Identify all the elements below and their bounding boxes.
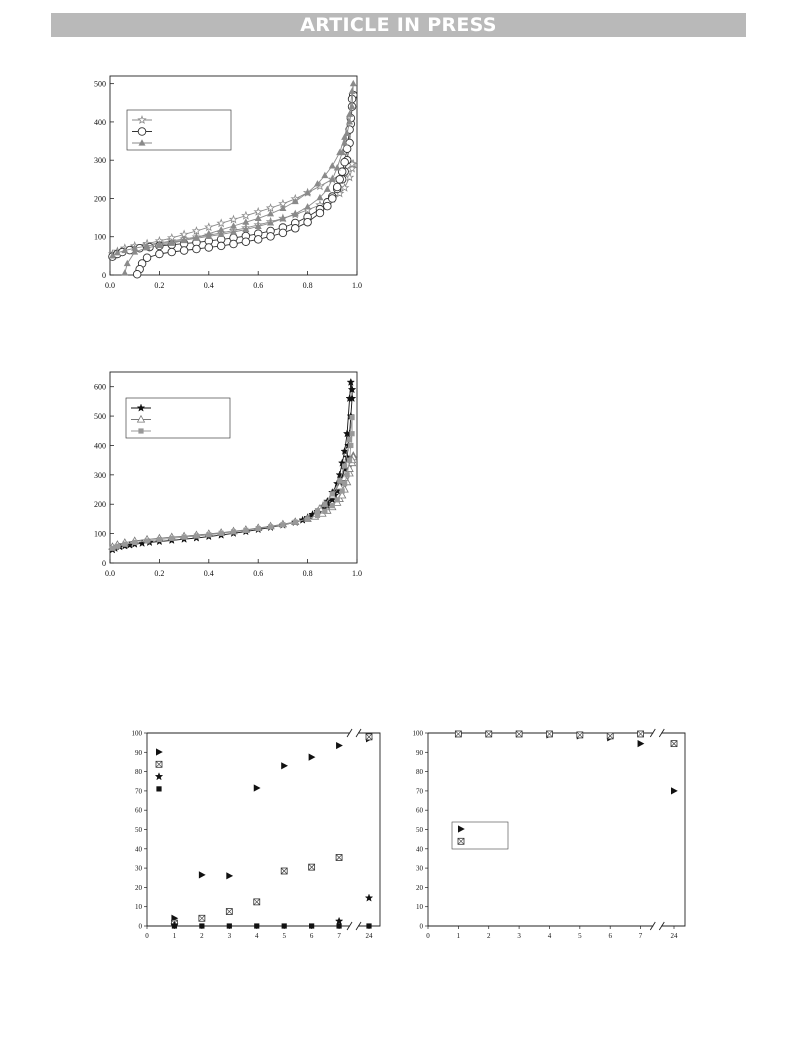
- selectivity-xtick-label: 3: [517, 932, 521, 940]
- conversion-legend-marker-1: [156, 761, 162, 767]
- conversion-point-s1: [366, 734, 372, 740]
- conversion-xtick-label: 1: [172, 932, 177, 940]
- selectivity-point-s1: [455, 731, 461, 737]
- isotherm-2-point-s2-shape: [268, 524, 273, 529]
- isotherm-1-point-s1: [324, 202, 332, 210]
- isotherm-2-point-s2-shape: [144, 538, 149, 543]
- isotherm-2-point-s2-shape: [256, 526, 261, 531]
- isotherm-2-point-s2-shape: [340, 488, 345, 493]
- isotherm-2-point-s2-shape: [322, 502, 327, 507]
- conversion-ytick-label: 60: [135, 806, 142, 815]
- selectivity-point-s0: [638, 740, 645, 747]
- article-in-press-banner: ARTICLE IN PRESS: [51, 13, 746, 37]
- conversion-legend-marker-0: [156, 748, 163, 755]
- conversion-point-s3-shape: [309, 923, 314, 928]
- isotherm-1-point-s1-shape: [291, 225, 299, 233]
- isotherm-2-point-s2: [347, 458, 352, 463]
- selectivity-axis-break-icon: [650, 729, 664, 737]
- isotherm-1-point-s1-shape: [304, 218, 312, 226]
- isotherm-2-point-s2-shape: [132, 540, 137, 545]
- conversion-point-s3-shape: [366, 923, 371, 928]
- isotherm-1-point-s1: [156, 250, 164, 258]
- isotherm-2-legend-marker-2: [138, 428, 143, 433]
- isotherm-1-point-s1: [217, 242, 225, 250]
- conversion-frame: [147, 733, 380, 926]
- isotherm-1-point-s1-shape: [279, 229, 287, 237]
- isotherm-1-point-s1: [254, 236, 262, 244]
- isotherm-2-point-s2-shape: [347, 458, 352, 463]
- isotherm-1-point-s0-shape: [230, 216, 237, 223]
- isotherm-1-xtick-label: 0.2: [154, 281, 165, 290]
- isotherm-1-point-s2-shape: [124, 260, 131, 266]
- isotherm-1-point-s2: [349, 88, 356, 94]
- isotherm-1-point-s1: [329, 195, 337, 203]
- conversion-point-s0-shape: [309, 754, 316, 761]
- isotherm-1-point-s0-shape: [205, 223, 212, 230]
- conversion-point-s0-shape: [226, 872, 233, 879]
- isotherm-1-point-s0-shape: [193, 227, 200, 234]
- isotherm-2-point-s2-shape: [342, 463, 347, 468]
- conversion-ytick-label: 100: [131, 729, 142, 738]
- isotherm-1-point-s2: [304, 203, 311, 209]
- isotherm-2-point-s2-shape: [345, 472, 350, 477]
- isotherm-2-point-s2: [348, 443, 353, 448]
- isotherm-2-point-s2: [280, 522, 285, 527]
- isotherm-1-xtick-label: 0.0: [105, 281, 115, 290]
- isotherm-2-point-s2-shape: [342, 481, 347, 486]
- isotherm-2-point-s2: [315, 513, 320, 518]
- conversion-legend-marker-3: [156, 786, 161, 791]
- conversion-point-s2: [365, 894, 372, 901]
- isotherm-1-point-s1-shape: [133, 270, 141, 278]
- isotherm-2-ytick-label: 500: [94, 412, 106, 422]
- selectivity-xtick-label: 7: [638, 932, 643, 940]
- conversion-point-s1: [309, 864, 315, 870]
- isotherm-1-point-s1: [316, 209, 324, 217]
- conversion-point-s0: [226, 872, 233, 879]
- isotherm-2-point-s2: [345, 472, 350, 477]
- isotherm-2-point-s2-shape: [330, 503, 335, 508]
- conversion-xtick-label: 2: [200, 932, 204, 940]
- isotherm-2-point-s2-shape: [347, 437, 352, 442]
- conversion-ytick-label: 40: [135, 845, 142, 854]
- conversion-point-s1: [281, 868, 287, 874]
- conversion-xtick-label: 5: [282, 932, 286, 940]
- conversion-axis-break-icon: [347, 729, 361, 737]
- isotherm-1-point-s2-shape: [349, 88, 356, 94]
- isotherm-1-point-s1: [242, 238, 250, 246]
- isotherm-2-point-s2-shape: [293, 520, 298, 525]
- isotherm-1-point-s1: [193, 245, 201, 253]
- conversion-xtick-label: 3: [227, 932, 232, 940]
- conversion-point-s0: [199, 871, 206, 878]
- isotherm-1-point-s1: [291, 225, 299, 233]
- conversion-point-s3: [366, 923, 371, 928]
- isotherm-1-point-s1-shape: [254, 236, 262, 244]
- isotherm-1-point-s1-shape: [180, 247, 188, 255]
- selectivity-point-s1: [486, 731, 492, 737]
- conversion-ytick-label: 70: [135, 787, 142, 796]
- conversion-point-s1: [254, 899, 260, 905]
- isotherm-1-point-s2: [324, 185, 331, 191]
- isotherm-1-point-s2: [121, 269, 128, 275]
- isotherm-1-point-s0-shape: [341, 184, 348, 191]
- isotherm-1-point-s1: [304, 218, 312, 226]
- conversion-point-s0-shape: [254, 784, 261, 791]
- isotherm-1-point-s2: [124, 260, 131, 266]
- conversion-ytick-label: 50: [135, 826, 142, 834]
- isotherm-2-point-s2-shape: [315, 513, 320, 518]
- isotherm-2-point-s2-shape: [110, 546, 115, 551]
- isotherm-2-point-s2: [122, 542, 127, 547]
- conversion-point-s2-shape: [365, 894, 372, 901]
- isotherm-1-point-s1-shape: [230, 240, 238, 248]
- isotherm-2-point-s2: [157, 537, 162, 542]
- isotherm-2-xtick-label: 0.6: [253, 569, 264, 578]
- conversion-legend-marker-2-shape: [155, 773, 162, 780]
- conversion-point-s0: [254, 784, 261, 791]
- isotherm-2-point-s2-shape: [322, 509, 327, 514]
- isotherm-2-point-s2-shape: [182, 535, 187, 540]
- isotherm-2-point-s2: [219, 531, 224, 536]
- conversion-ytick-label: 0: [138, 922, 142, 931]
- conversion-point-s3: [199, 923, 204, 928]
- isotherm-2-point-s2-shape: [349, 415, 354, 420]
- isotherm-2-point-s2: [194, 533, 199, 538]
- isotherm-1-point-s1: [343, 145, 351, 153]
- conversion-point-s3: [227, 923, 232, 928]
- selectivity-xtick-label: 4: [547, 932, 552, 940]
- isotherm-1-point-s2: [350, 80, 357, 86]
- selectivity-xtick-label: 5: [578, 932, 582, 940]
- isotherm-2-point-s2-shape: [169, 536, 174, 541]
- isotherm-1-ytick-label: 0: [102, 271, 106, 280]
- isotherm-1-point-s1-shape: [324, 202, 332, 210]
- isotherm-2-point-s2: [144, 538, 149, 543]
- conversion-ytick-label: 10: [135, 903, 142, 912]
- isotherm-1-ytick-label: 400: [94, 117, 106, 127]
- isotherm-1-point-s2-shape: [324, 185, 331, 191]
- isotherm-2-point-s2-shape: [337, 478, 342, 483]
- isotherm-2-point-s2-shape: [315, 508, 320, 513]
- isotherm-1-point-s1-shape: [205, 244, 213, 252]
- isotherm-2-point-s2-shape: [194, 533, 199, 538]
- isotherm-1-xtick-label: 1.0: [352, 281, 362, 290]
- conversion-point-s3-shape: [227, 923, 232, 928]
- isotherm-1-point-s0-shape: [218, 220, 225, 227]
- isotherm-1-legend-marker-1-shape: [138, 128, 146, 136]
- selectivity-legend-marker-1: [458, 838, 464, 844]
- conversion-point-s1: [199, 915, 205, 921]
- isotherm-1-point-s1-shape: [156, 250, 164, 258]
- selectivity-point-s1: [671, 741, 677, 747]
- isotherm-1-xtick-label: 0.4: [203, 281, 214, 290]
- conversion-point-s3: [309, 923, 314, 928]
- selectivity-point-s1: [577, 732, 583, 738]
- conversion-ytick-label: 30: [135, 864, 142, 873]
- isotherm-2-point-s2-shape: [115, 544, 120, 549]
- isotherm-2-point-s2-shape: [280, 522, 285, 527]
- isotherm-2-point-s2: [330, 503, 335, 508]
- isotherm-1-point-s1: [279, 229, 287, 237]
- isotherm-1-point-s0-shape: [242, 212, 249, 219]
- selectivity-ytick-label: 100: [412, 729, 423, 738]
- isotherm-1-point-s1-shape: [316, 209, 324, 217]
- isotherm-2-legend-marker-2-shape: [138, 428, 143, 433]
- isotherm-1-xtick-label: 0.6: [253, 281, 264, 290]
- conversion-point-s1: [226, 909, 232, 915]
- isotherm-1-legend-marker-1: [138, 128, 146, 136]
- isotherm-2-point-s2-shape: [219, 531, 224, 536]
- isotherm-2-point-s2: [169, 536, 174, 541]
- isotherm-2-point-s2: [115, 544, 120, 549]
- isotherm-1-ytick-label: 200: [94, 194, 106, 204]
- isotherm-1-point-s0-shape: [255, 208, 262, 215]
- isotherm-1-point-s1-shape: [341, 158, 349, 166]
- isotherm-1-point-s0: [341, 184, 348, 191]
- selectivity-axis-break-icon: [650, 922, 664, 930]
- conversion-point-s3-shape: [254, 923, 259, 928]
- isotherm-1-point-s1-shape: [343, 145, 351, 153]
- isotherm-1-point-s1: [133, 270, 141, 278]
- conversion-xtick-label: 6: [309, 932, 314, 940]
- selectivity-point-s1: [516, 731, 522, 737]
- isotherm-1-point-s1-shape: [329, 195, 337, 203]
- selectivity-point-s0: [671, 787, 678, 794]
- conversion-point-s0-shape: [281, 762, 288, 769]
- isotherm-1-point-s1-shape: [242, 238, 250, 246]
- isotherm-2-xtick-label: 1.0: [352, 569, 362, 578]
- isotherm-1-ytick-label: 100: [94, 232, 106, 242]
- selectivity-ytick-label: 30: [416, 864, 423, 873]
- conversion-point-s0: [336, 742, 343, 749]
- isotherm-2-point-s2: [347, 437, 352, 442]
- isotherm-2-point-s2: [349, 431, 354, 436]
- isotherm-2-point-s2-shape: [206, 532, 211, 537]
- isotherm-2-point-s2: [322, 502, 327, 507]
- conversion-xtick-label: 4: [255, 932, 259, 940]
- conversion-axis-break-icon: [347, 922, 361, 930]
- isotherm-1-point-s2-shape: [304, 203, 311, 209]
- isotherm-1-point-s2-shape: [350, 80, 357, 86]
- isotherm-1-point-s1-shape: [217, 242, 225, 250]
- isotherm-2-point-s2-shape: [122, 542, 127, 547]
- selectivity-xtick-label: 2: [486, 932, 491, 940]
- isotherm-2-point-s2: [342, 481, 347, 486]
- conversion-xtick-label: 7: [337, 932, 341, 940]
- isotherm-2-ytick-label: 400: [94, 441, 106, 451]
- isotherm-1-point-s1-shape: [336, 176, 344, 184]
- selectivity-ytick-label: 20: [416, 883, 423, 892]
- conversion-legend-marker-2: [155, 773, 162, 780]
- isotherm-2-point-s2-shape: [330, 491, 335, 496]
- conversion-point-s0-shape: [199, 871, 206, 878]
- conversion-point-s0: [309, 754, 316, 761]
- isotherm-2-point-s2: [337, 478, 342, 483]
- conversion-point-s3: [172, 923, 177, 928]
- selectivity-xtick-label: 24: [670, 932, 678, 940]
- conversion-xtick-label: 24: [365, 932, 373, 940]
- isotherm-1-point-s1-shape: [333, 183, 341, 191]
- conversion-point-s3: [282, 923, 287, 928]
- isotherm-2-ytick-label: 200: [94, 500, 106, 510]
- isotherm-2-xtick-label: 0.0: [105, 569, 115, 578]
- isotherm-2-point-s2: [182, 535, 187, 540]
- isotherm-2-point-s2: [132, 540, 137, 545]
- conversion-point-s3: [254, 923, 259, 928]
- selectivity-ytick-label: 80: [416, 768, 423, 777]
- conversion-point-s2: [336, 917, 343, 924]
- isotherm-2-xtick-label: 0.2: [154, 569, 165, 578]
- selectivity-ytick-label: 10: [416, 903, 423, 912]
- isotherm-2-point-s2: [231, 529, 236, 534]
- isotherm-1-ytick-label: 300: [94, 156, 106, 166]
- isotherm-2-point-s2-shape: [231, 529, 236, 534]
- selectivity-ytick-label: 60: [416, 806, 423, 815]
- isotherm-2-point-s2-shape: [305, 516, 310, 521]
- isotherm-2-ytick-label: 0: [102, 559, 106, 568]
- conversion-point-s3-shape: [199, 923, 204, 928]
- selectivity-point-s0-shape: [671, 787, 678, 794]
- isotherm-2-point-s2-shape: [157, 537, 162, 542]
- isotherm-2-point-s2: [340, 488, 345, 493]
- conversion-point-s3-shape: [336, 923, 341, 928]
- isotherm-2-point-s2: [342, 463, 347, 468]
- conversion-legend-marker-3-shape: [156, 786, 161, 791]
- conversion-point-s3: [336, 923, 341, 928]
- isotherm-1-point-s1-shape: [267, 233, 275, 241]
- selectivity-ytick-label: 40: [416, 845, 423, 854]
- isotherm-2-point-s2: [268, 524, 273, 529]
- isotherm-2-ytick-label: 300: [94, 470, 106, 480]
- conversion-ytick-label: 90: [135, 748, 142, 757]
- conversion-point-s3-shape: [282, 923, 287, 928]
- selectivity-ytick-label: 70: [416, 787, 423, 796]
- isotherm-1-point-s1: [168, 248, 176, 256]
- isotherm-2-point-s2-shape: [349, 431, 354, 436]
- isotherm-2-point-s2: [243, 528, 248, 533]
- selectivity-point-s1: [607, 733, 613, 739]
- isotherm-2-point-s2: [315, 508, 320, 513]
- isotherm-1-point-s1: [336, 176, 344, 184]
- isotherm-1-point-s0: [218, 220, 225, 227]
- selectivity-xtick-label: 1: [456, 932, 461, 940]
- selectivity-ytick-label: 90: [416, 748, 423, 757]
- isotherm-2-point-s2: [349, 415, 354, 420]
- isotherm-2-point-s2-shape: [243, 528, 248, 533]
- isotherm-1-point-s1: [230, 240, 238, 248]
- isotherm-1-point-s1: [341, 158, 349, 166]
- isotherm-1-point-s1: [267, 233, 275, 241]
- isotherm-1-point-s0: [242, 212, 249, 219]
- isotherm-2-ytick-label: 100: [94, 529, 106, 539]
- isotherm-2-point-s2: [206, 532, 211, 537]
- isotherm-1-point-s2: [279, 205, 286, 211]
- isotherm-1-point-s0: [193, 227, 200, 234]
- selectivity-point-s1: [546, 731, 552, 737]
- isotherm-1-point-s1: [205, 244, 213, 252]
- isotherm-1-ytick-label: 500: [94, 79, 106, 89]
- isotherm-1-xtick-label: 0.8: [302, 281, 313, 290]
- isotherm-2-point-s2: [322, 509, 327, 514]
- isotherm-2-point-s2: [256, 526, 261, 531]
- isotherm-2-point-s2: [293, 520, 298, 525]
- isotherm-1-point-s0: [205, 223, 212, 230]
- selectivity-point-s1: [638, 731, 644, 737]
- isotherm-2-ytick-label: 600: [94, 382, 106, 392]
- isotherm-1-point-s2-shape: [329, 162, 336, 168]
- selectivity-ytick-label: 0: [419, 922, 423, 931]
- selectivity-point-s0-shape: [638, 740, 645, 747]
- conversion-ytick-label: 20: [135, 883, 142, 892]
- isotherm-1-point-s2: [329, 162, 336, 168]
- isotherm-1-point-s1-shape: [193, 245, 201, 253]
- isotherm-2-xtick-label: 0.8: [302, 569, 313, 578]
- isotherm-1-point-s1-shape: [168, 248, 176, 256]
- conversion-point-s3-shape: [172, 923, 177, 928]
- selectivity-legend-box: [452, 822, 508, 849]
- conversion-point-s0: [281, 762, 288, 769]
- conversion-point-s1: [336, 854, 342, 860]
- conversion-ytick-label: 80: [135, 768, 142, 777]
- isotherm-2-point-s2-shape: [348, 443, 353, 448]
- isotherm-1-point-s2-shape: [279, 205, 286, 211]
- selectivity-xtick-label: 6: [608, 932, 612, 940]
- isotherm-2-point-s2: [305, 516, 310, 521]
- selectivity-xtick-label: 0: [426, 932, 430, 940]
- isotherm-1-point-s2-shape: [121, 269, 128, 275]
- isotherm-1-point-s1: [180, 247, 188, 255]
- conversion-xtick-label: 0: [145, 932, 149, 940]
- selectivity-ytick-label: 50: [416, 826, 423, 834]
- conversion-point-s0-shape: [336, 742, 343, 749]
- isotherm-2-point-s2: [330, 491, 335, 496]
- isotherm-2-point-s2: [110, 546, 115, 551]
- isotherm-1-point-s0: [255, 208, 262, 215]
- isotherm-1-point-s0: [230, 216, 237, 223]
- isotherm-2-point-s2: [335, 497, 340, 502]
- isotherm-2-point-s2-shape: [335, 497, 340, 502]
- conversion-point-s2-shape: [336, 917, 343, 924]
- conversion-legend-marker-0-shape: [156, 748, 163, 755]
- isotherm-1-point-s1: [333, 183, 341, 191]
- isotherm-2-xtick-label: 0.4: [203, 569, 214, 578]
